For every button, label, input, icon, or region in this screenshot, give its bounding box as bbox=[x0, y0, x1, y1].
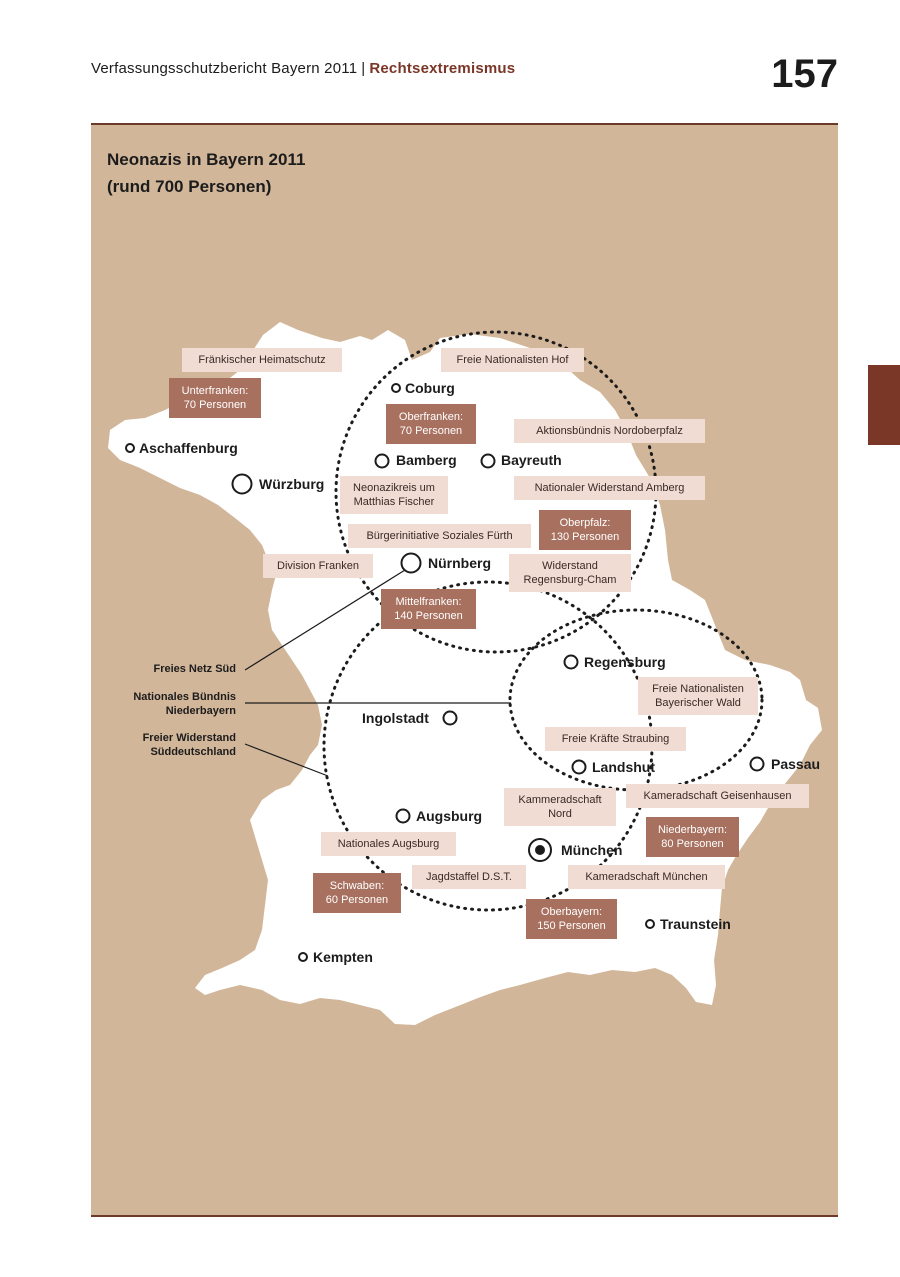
city-label-regensburg: Regensburg bbox=[584, 654, 666, 670]
header-separator: | bbox=[361, 60, 366, 77]
leader-freier-widerstand-sueddeutschland bbox=[143, 731, 236, 759]
region-count: 60 Personen bbox=[325, 894, 389, 906]
city-marker-augsburg bbox=[397, 810, 410, 823]
group-aktionsbuendnis-nordoberpfalz bbox=[514, 419, 705, 443]
city-marker-muenchen-dot bbox=[535, 845, 545, 855]
group-kameradschaft-geisenhausen bbox=[626, 784, 809, 808]
city-marker-ingolstadt bbox=[444, 712, 457, 725]
region-name: Mittelfranken: bbox=[395, 596, 462, 608]
group-label-line2: Nord bbox=[548, 808, 572, 820]
group-fraenkischer-heimatschutz bbox=[182, 348, 342, 372]
region-oberbayern bbox=[526, 899, 617, 939]
group-label: Fränkischer Heimatschutz bbox=[198, 354, 326, 366]
city-label-coburg: Coburg bbox=[405, 380, 455, 396]
group-label-line1: Kammeradschaft bbox=[518, 794, 602, 806]
group-label: Nationaler Widerstand Amberg bbox=[534, 482, 685, 494]
leader-label: Freies Netz Süd bbox=[153, 663, 236, 675]
city-marker-traunstein bbox=[646, 920, 654, 928]
region-name: Oberfranken: bbox=[398, 411, 464, 423]
city-label-wuerzburg: Würzburg bbox=[259, 476, 325, 492]
city-label-landshut: Landshut bbox=[592, 759, 655, 775]
group-label: Jagdstaffel D.S.T. bbox=[425, 871, 512, 883]
region-oberfranken bbox=[386, 404, 476, 444]
group-nationaler-widerstand-amberg bbox=[514, 476, 705, 500]
city-marker-nuernberg bbox=[402, 554, 421, 573]
region-count: 70 Personen bbox=[183, 399, 247, 411]
report-title: Verfassungsschutzbericht Bayern 2011 bbox=[91, 60, 358, 77]
city-label-bayreuth: Bayreuth bbox=[501, 452, 562, 468]
group-label: Division Franken bbox=[277, 560, 359, 572]
region-name: Oberpfalz: bbox=[559, 517, 611, 529]
group-buergerinitiative-fuerth bbox=[348, 524, 531, 548]
leader-label-line1: Freier Widerstand bbox=[142, 732, 236, 744]
group-label-line1: Widerstand bbox=[542, 560, 598, 572]
group-division-franken bbox=[263, 554, 373, 578]
group-neonazikreis-fischer bbox=[340, 476, 448, 514]
page-number: 157 bbox=[771, 52, 838, 96]
group-label: Aktionsbündnis Nordoberpfalz bbox=[536, 425, 683, 437]
region-count: 150 Personen bbox=[537, 920, 606, 932]
city-marker-bayreuth bbox=[482, 455, 495, 468]
group-label-line1: Neonazikreis um bbox=[353, 482, 435, 494]
city-marker-aschaffenburg bbox=[126, 444, 134, 452]
region-mittelfranken bbox=[381, 589, 476, 629]
region-niederbayern bbox=[646, 817, 739, 857]
group-kameradschaft-nord bbox=[504, 788, 616, 826]
group-label: Freie Kräfte Straubing bbox=[561, 733, 670, 745]
group-label: Kameradschaft Geisenhausen bbox=[643, 790, 792, 802]
group-label-line2: Regensburg-Cham bbox=[523, 574, 617, 586]
city-label-nuernberg: Nürnberg bbox=[428, 555, 491, 571]
map-title-line1: Neonazis in Bayern 2011 bbox=[107, 150, 306, 169]
group-freie-kraefte-straubing bbox=[545, 727, 686, 751]
city-marker-bamberg bbox=[376, 455, 389, 468]
city-marker-wuerzburg bbox=[233, 475, 252, 494]
leader-label-line1: Nationales Bündnis bbox=[133, 691, 236, 703]
map-title-line2: (rund 700 Personen) bbox=[107, 177, 272, 196]
region-oberpfalz bbox=[539, 510, 631, 550]
city-label-passau: Passau bbox=[771, 756, 821, 772]
region-name: Niederbayern: bbox=[657, 824, 728, 836]
leader-nationales-buendnis-niederbayern bbox=[133, 690, 236, 718]
region-count: 80 Personen bbox=[661, 838, 724, 850]
city-label-muenchen: München bbox=[561, 842, 623, 858]
leader-label-line2: Süddeutschland bbox=[150, 746, 236, 758]
city-label-kempten: Kempten bbox=[313, 949, 373, 965]
region-schwaben bbox=[313, 873, 401, 913]
group-label-line1: Freie Nationalisten bbox=[652, 683, 744, 695]
group-label: Kameradschaft München bbox=[585, 871, 708, 883]
city-label-aschaffenburg: Aschaffenburg bbox=[139, 440, 238, 456]
city-label-augsburg: Augsburg bbox=[416, 808, 483, 824]
region-name: Schwaben: bbox=[329, 880, 385, 892]
city-marker-passau bbox=[751, 758, 764, 771]
city-marker-regensburg bbox=[565, 656, 578, 669]
leader-label-line2: Niederbayern bbox=[165, 705, 236, 717]
region-count: 70 Personen bbox=[399, 425, 463, 437]
group-freie-nationalisten-bayerischer-wald bbox=[638, 677, 758, 715]
region-count: 140 Personen bbox=[394, 610, 463, 622]
city-label-ingolstadt: Ingolstadt bbox=[362, 710, 429, 726]
group-nationales-augsburg bbox=[321, 832, 456, 856]
region-name: Unterfranken: bbox=[181, 385, 249, 397]
group-jagdstaffel bbox=[412, 865, 526, 889]
city-label-bamberg: Bamberg bbox=[396, 452, 457, 468]
group-freie-nationalisten-hof bbox=[441, 348, 584, 372]
group-label-line2: Bayerischer Wald bbox=[655, 697, 741, 709]
region-unterfranken bbox=[169, 378, 261, 418]
leader-freies-netz-sued bbox=[153, 662, 236, 676]
city-marker-kempten bbox=[299, 953, 307, 961]
region-name: Oberbayern: bbox=[540, 906, 603, 918]
group-label: Bürgerinitiative Soziales Fürth bbox=[366, 530, 513, 542]
group-label-line2: Matthias Fischer bbox=[353, 496, 435, 508]
city-label-traunstein: Traunstein bbox=[660, 916, 731, 932]
group-label: Nationales Augsburg bbox=[337, 838, 440, 850]
city-marker-landshut bbox=[573, 761, 586, 774]
group-widerstand-regensburg-cham bbox=[509, 554, 631, 592]
group-kameradschaft-muenchen bbox=[568, 865, 725, 889]
section-title: Rechtsextremismus bbox=[369, 60, 516, 77]
city-marker-coburg bbox=[392, 384, 400, 392]
group-label: Freie Nationalisten Hof bbox=[456, 354, 569, 366]
region-count: 130 Personen bbox=[550, 531, 620, 543]
